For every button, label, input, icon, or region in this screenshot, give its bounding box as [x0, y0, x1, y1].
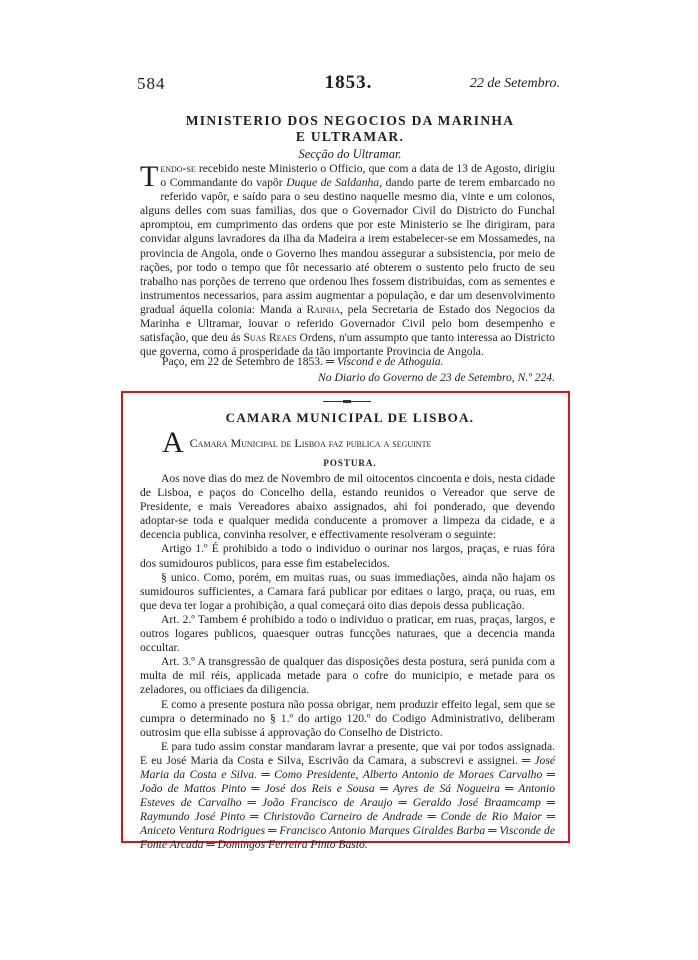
- intro-text: Camara Municipal de Lisboa faz publica a seguinte: [189, 436, 432, 450]
- postura-preamble: Aos nove dias do mez de Novembro de mil oitocentos cincoenta e dois, nesta cidade de Lisboa, e paços do Concelho della, estando reunidos o Vereador que serve de Presidente, e mais Vereadores abaixo assignados, ahi foi ponderado, que devendo adoptar-se toda e qualquer medida conducente a promover a limpeza da cidade, e a decencia publica, convinha resolver, e effectivamente resolveram o seguinte:: [140, 472, 555, 542]
- intro-dropcap: A: [162, 426, 184, 459]
- rainha: Rainha: [306, 302, 341, 316]
- ship-name: Duque de Saldanha: [286, 176, 380, 190]
- suas-reaes: Suas Reaes: [243, 331, 297, 345]
- ministry-title-line2: E ULTRAMAR.: [295, 129, 405, 144]
- page-header: [137, 74, 560, 96]
- closing-text: E para tudo assim constar mandaram lavrar a presente, que vai por todos assignada. E eu José Maria da Costa e Silva, Escrivão da Camara, a subscrevi e assignei.: [140, 739, 555, 767]
- camara-postura-text: [140, 472, 555, 853]
- page-number: 584: [137, 74, 166, 93]
- camara-title: CAMARA MUNICIPAL DE LISBOA.: [225, 410, 475, 425]
- article-2: Art. 2.º Tambem é prohibido a todo o individuo o praticar, em ruas, praças, largos, e outros logares publicos, quaesquer outras funcções naturaes, que a decencia manda occultar.: [140, 612, 555, 655]
- page-date: 22 de Setembro.: [469, 76, 560, 91]
- sign-date: Paço, em 22 de Setembro de 1853.: [162, 355, 323, 368]
- decree-signature: [140, 355, 555, 368]
- ministry-title: MINISTERIO DOS NEGOCIOS DA MARINHA: [185, 113, 515, 128]
- ministry-decree: [140, 162, 555, 359]
- approval-paragraph: E como a presente postura não possa obrigar, nem produzir effeito legal, sem que se cumpra o determinado no § 1.º do artigo 120.º do Codigo Administrativo, deliberam outrosim que ella subisse á approvação do Conselho de Districto.: [140, 697, 555, 739]
- section-title: Secção do Ultramar.: [298, 147, 402, 161]
- separator-rule: [323, 400, 371, 403]
- decree-part2: , dando parte de terem embarcado no referido vapôr, e saído para o seu destino naquelle mesmo dia, vinte e um colonos, alguns delles com suas familias, dos que o Governador Civil do Districto do Funchal apromptou, em cumprimento das ordens que por este Ministerio se lhe dirigiram, para convidar alguns lavradores da ilha da Madeira a irem estabelecer-se em Mossamedes, na provincia de Angola, onde o Governo lhes mandou assegurar a subsistencia, por meio de rações, por todo o tempo que fôr necessario até obterem o sustento pelo fructo de seu trabalho nas porções de terreno que ordenou lhes fossem distribuidas, com as sementes e instrumentos necessarios, para assim augmentar a população, e dar um desenvolvimento gradual áquella colonia: Manda a: [140, 176, 555, 316]
- article-3: Art. 3.º A transgressão de qualquer das disposições desta postura, será punida com a multa de mil réis, applicada metade para o cofre do municipio, e metade para os zeladores, ou officiaes da diligencia.: [140, 655, 555, 697]
- diario-reference: No Diario do Governo de 23 de Setembro, N.º 224.: [318, 371, 555, 384]
- decree-part4: Ordens, n'um assumpto que tanto interessa ao Districto que governa, como á prosperidade da tão importante Provincia de Angola.: [140, 331, 555, 359]
- dropcap: T: [140, 160, 159, 193]
- sign-name: ═ Viscond e de Athoguia.: [325, 355, 444, 368]
- article-1: Artigo 1.º É prohibido a todo o individuo o ourinar nos largos, praças, e ruas fóra dos sumidouros publicos, para esse fim estabelecidos.: [140, 542, 555, 570]
- postura-title: POSTURA.: [323, 458, 377, 468]
- paragraph-unico: § unico. Como, porém, em muitas ruas, ou suas immediações, ainda não hajam os sumidouros sufficientes, a Camara fará publicar por editaes o largo, praça, ou ruas, em que deva ter logar a prohibição, a qual começará oito dias depois dessa publicação.: [140, 570, 555, 612]
- page-year: 1853.: [324, 72, 373, 93]
- closing-paragraph: [140, 740, 555, 853]
- camara-intro: [162, 428, 555, 458]
- decree-part1: recebido neste Ministerio o Officio, que com a data de 13 de Agosto, dirigiu o Commandante do vapôr: [160, 162, 555, 190]
- signatories: ═ José Maria da Costa e Silva. ═ Como Presidente, Alberto Antonio de Moraes Carvalho ═ João de Mattos Pinto ═ José dos Reis e Sousa ═ Ayres de Sá Nogueira ═ Antonio Esteves de Carvalho ═ João Francisco de Araujo ═ Geraldo José Braamcamp ═ Raymundo José Pinto ═ Christovão Carneiro de Andrade ═ Conde de Rio Maior ═ Aniceto Ventura Rodrigues ═ Francisco Antonio Marques Giraldes Barba ═ Visconde de Fonte Arcada ═ Domingos Ferreira Pinto Basto.: [140, 753, 555, 852]
- lead-word: endo-se: [160, 162, 196, 175]
- decree-part3: , pela Secretaria de Estado dos Negocios da Marinha e Ultramar, louvar o referido Governador Civil pelo bom desempenho e satisfação, que deu ás: [140, 302, 555, 345]
